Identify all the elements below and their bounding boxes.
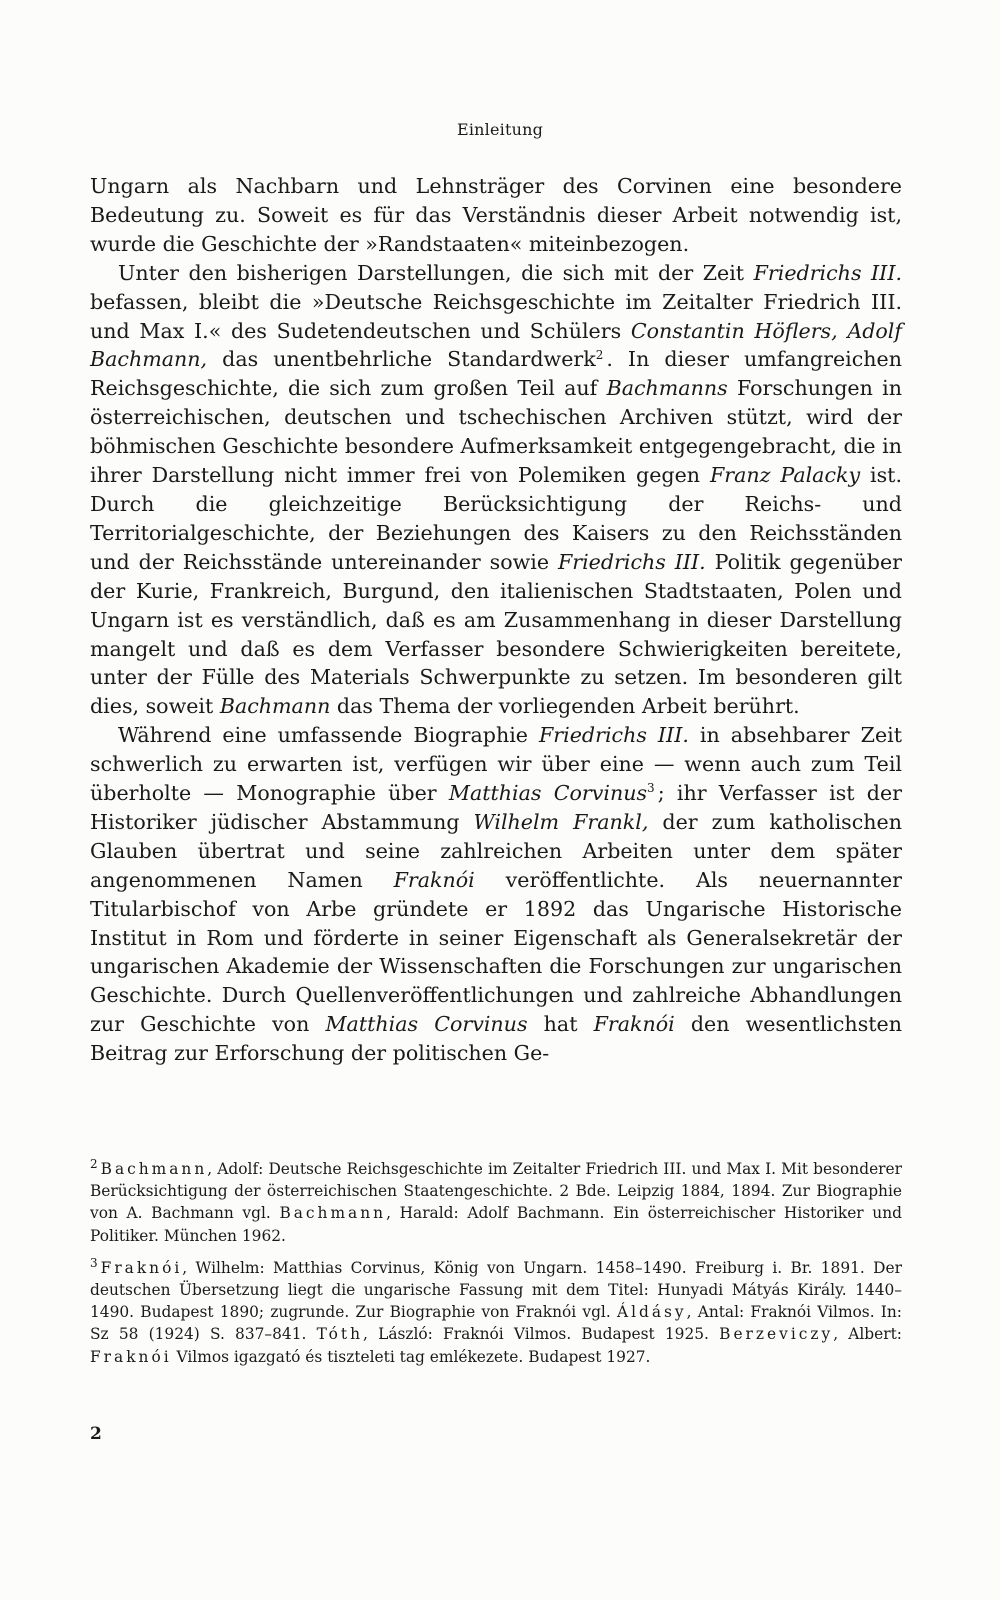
text-run: , Adolf: Deutsche Reichsgeschichte im Zeitalter Friedrich III. und Max I. Mit besonderer Berücksichtigung der österreichischen Staatengeschichte. 2 Bde. Leipzig 1884, 1894. Zur Biographie von A. Bachmann vgl.	[90, 1160, 902, 1223]
text-run: , Albert:	[833, 1325, 902, 1344]
author-name: Fraknói	[100, 1258, 183, 1277]
text-run: , Harald: Adolf Bachmann. Ein österreichischer Historiker und Politiker. München 1962.	[90, 1204, 902, 1245]
text-run: hat	[527, 1012, 594, 1037]
footnote-mark: 3	[90, 1255, 98, 1270]
text-run: Vilmos igazgató és tiszteleti tag emlékezete. Budapest 1927.	[171, 1347, 651, 1366]
italic-name: Friedrichs III.	[557, 549, 706, 574]
running-head: Einleitung	[456, 120, 544, 139]
text-run: das Thema der vorliegenden Arbeit berührt.	[330, 694, 800, 719]
author-name: Bachmann	[100, 1160, 208, 1178]
italic-name: Wilhelm Frankl,	[473, 809, 649, 834]
text-run: Ungarn als Nachbarn und Lehnsträger des Corvinen eine besondere Bedeutung zu. Soweit es für das Verständnis dieser Arbeit notwendig ist, wurde die Geschichte der »Randstaaten« miteinbezogen.	[90, 174, 902, 256]
text-run: befassen, bleibt die »Deutsche Reichsgeschichte im Zeitalter Friedrich III. und Max I.« des Sudetendeutschen und Schülers	[90, 289, 902, 343]
text-run: , Antal: Fraknói Vilmos. In: Sz 58 (1924) S. 837–841.	[90, 1303, 902, 1344]
text-run: das unentbehrliche Standardwerk	[207, 347, 596, 372]
paragraph-2	[90, 259, 902, 722]
text-run: Forschungen in österreichischen, deutschen und tschechischen Archiven stützt, wird der böhmischen Geschichte besondere Aufmerksamkeit entgegengebracht, die in ihrer Darstellung nicht immer frei von Polemiken gegen	[90, 376, 903, 488]
author-name: Berzeviczy	[719, 1325, 834, 1344]
author-name: Bachmann	[279, 1204, 387, 1223]
footnote-reference-2: 2	[595, 347, 604, 362]
text-run: , Wilhelm: Matthias Corvinus, König von Ungarn. 1458–1490. Freiburg i. Br. 1891. Der deutschen Übersetzung liegt die ungarische Fassung mit dem Titel: Hunyadi Mátyás Király. 1440–1490. Budapest 1890; zugrunde. Zur Biographie von Fraknói vgl.	[90, 1258, 902, 1322]
footnotes	[90, 1158, 902, 1378]
italic-name: Matthias Corvinus	[448, 781, 648, 806]
text-run: der zum katholischen Glauben übertrat und seine zahlreichen Arbeiten unter dem später angenommenen Namen	[90, 809, 903, 892]
footnote-reference-3: 3	[647, 781, 655, 796]
text-run: ist. Durch die gleichzeitige Berücksichtigung der Reichs- und Territorialgeschichte, der Beziehungen des Kaisers zu den Reichsständen und der Reichsstände untereinander sowie	[90, 463, 902, 574]
italic-name: Fraknói	[593, 1012, 675, 1037]
page-number: 2	[90, 1424, 102, 1444]
italic-name: Franz Palacky	[709, 463, 861, 488]
italic-name: Constantin Höflers, Adolf Bachmann,	[90, 318, 902, 372]
author-name: Fraknói	[90, 1347, 172, 1366]
text-run: Politik gegenüber der Kurie, Frankreich, Burgund, den italienischen Stadtstaaten, Polen und Ungarn ist es verständlich, daß es am Zusammenhang in dieser Darstellung mangelt und daß es dem Verfasser besondere Schwierigkeiten bereitete, unter der Fülle des Materials Schwerpunkte zu setzen. Im besonderen gilt dies, soweit	[90, 549, 902, 719]
text-run: , László: Fraknói Vilmos. Budapest 1925.	[363, 1325, 720, 1344]
footnote-2	[90, 1158, 902, 1247]
author-name: Tóth	[316, 1325, 364, 1344]
italic-name: Matthias Corvinus	[325, 1012, 528, 1037]
italic-name: Bachmann	[219, 694, 331, 719]
italic-name: Friedrichs III.	[539, 723, 689, 748]
italic-name: Fraknói	[393, 867, 475, 892]
text-run: Unter den bisherigen Darstellungen, die sich mit der Zeit	[118, 260, 754, 285]
footnote-3	[90, 1257, 902, 1368]
text-run: den wesentlichsten Beitrag zur Erforschung der politischen Ge-	[90, 1012, 902, 1066]
paragraph-3	[90, 721, 902, 1068]
italic-name: Bachmanns	[606, 376, 728, 401]
text-run: . In dieser umfangreichen Reichsgeschichte, die sich zum großen Teil auf	[90, 347, 902, 401]
italic-name: Friedrichs III.	[753, 260, 902, 285]
body-text	[90, 172, 902, 1068]
text-run: ; ihr Verfasser ist der Historiker jüdischer Abstammung	[90, 781, 902, 834]
paragraph-1	[90, 172, 902, 259]
text-run: veröffentlichte. Als neuernannter Titularbischof von Arbe gründete er 1892 das Ungarische Historische Institut in Rom und förderte in seiner Eigenschaft als Generalsekretär der ungarischen Akademie der Wissenschaften die Forschungen zur ungarischen Geschichte. Durch Quellenveröffentlichungen und zahlreiche Abhandlungen zur Geschichte von	[90, 867, 902, 1037]
text-run: in absehbarer Zeit schwerlich zu erwarten ist, verfügen wir über eine — wenn auch zum Teil überholte — Monographie über	[90, 723, 902, 806]
author-name: Áldásy	[616, 1303, 687, 1322]
footnote-mark: 2	[90, 1156, 98, 1171]
text-run: Während eine umfassende Biographie	[118, 723, 540, 748]
